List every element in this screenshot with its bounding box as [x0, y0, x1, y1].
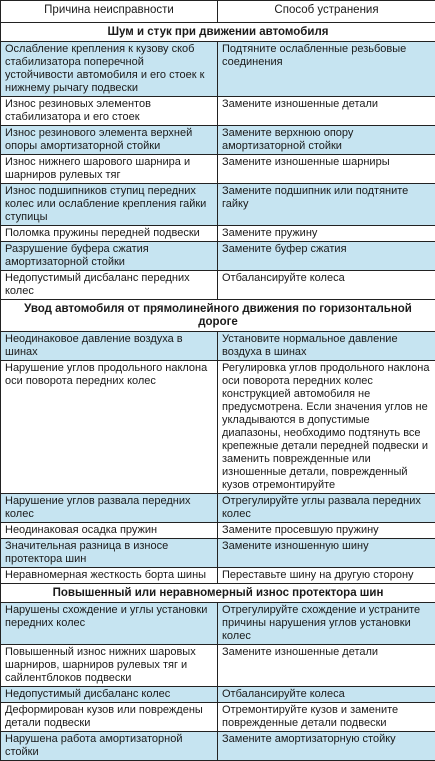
cause-cell: Неодинаковая осадка пружин: [1, 523, 218, 539]
remedy-cell: Замените подшипник или подтяните гайку: [218, 184, 435, 226]
cause-cell: Недопустимый дисбаланс передних колес: [1, 271, 218, 300]
cause-cell: Значительная разница в износе протектора шин: [1, 539, 218, 568]
table-row: [1, 703, 435, 732]
table-row: [1, 732, 435, 761]
table-row: [1, 271, 435, 300]
remedy-cell: Замените верхнюю опору амортизаторной стойки: [218, 126, 435, 155]
remedy-cell: Регулировка углов продольного наклона оси поворота передних колес конструкцией автомобиля не предусмотрена. Если значения углов не укладываются в допустимые диапазоны, необходимо подтянуть все крепежные детали передней подвески и заменить поврежденные или изношенные детали, поврежденный кузов отремонтируйте: [218, 361, 435, 494]
table-row: [1, 242, 435, 271]
cause-cell: Нарушена работа амортизаторной стойки: [1, 732, 218, 761]
remedy-cell: Отремонтируйте кузов и замените поврежденные детали подвески: [218, 703, 435, 732]
table-row: [1, 645, 435, 687]
table-row: [1, 494, 435, 523]
cause-cell: Износ подшипников ступиц передних колес или ослабление крепления гайки ступицы: [1, 184, 218, 226]
remedy-cell: Подтяните ослабленные резьбовые соединения: [218, 42, 435, 97]
cause-cell: Неодинаковое давление воздуха в шинах: [1, 332, 218, 361]
cause-cell: Износ резинового элемента верхней опоры амортизаторной стойки: [1, 126, 218, 155]
section-title: Увод автомобиля от прямолинейного движения по горизонтальной дороге: [1, 300, 435, 332]
cause-cell: Износ резиновых элементов стабилизатора и его стоек: [1, 97, 218, 126]
remedy-cell: Замените амортизаторную стойку: [218, 732, 435, 761]
header-remedy: Способ устранения: [218, 1, 435, 23]
table-row: [1, 568, 435, 584]
cause-cell: Разрушение буфера сжатия амортизаторной стойки: [1, 242, 218, 271]
table-row: [1, 523, 435, 539]
section-title: Повышенный или неравномерный износ протектора шин: [1, 584, 435, 603]
remedy-cell: Замените буфер сжатия: [218, 242, 435, 271]
cause-cell: Неравномерная жесткость борта шины: [1, 568, 218, 584]
cause-cell: Поломка пружины передней подвески: [1, 226, 218, 242]
section-header-row: [1, 300, 435, 332]
table-row: [1, 42, 435, 97]
table-row: [1, 155, 435, 184]
table-row: [1, 603, 435, 645]
remedy-cell: Отрегулируйте схождение и устраните причины нарушения углов установки колес: [218, 603, 435, 645]
table-row: [1, 687, 435, 703]
table-header-row: [1, 1, 435, 23]
table-body: [1, 23, 435, 761]
cause-cell: Повышенный износ нижних шаровых шарниров, шарниров рулевых тяг и сайлентблоков подвески: [1, 645, 218, 687]
table-row: [1, 184, 435, 226]
remedy-cell: Отбалансируйте колеса: [218, 687, 435, 703]
remedy-cell: Замените изношенные шарниры: [218, 155, 435, 184]
section-title: Шум и стук при движении автомобиля: [1, 23, 435, 42]
cause-cell: Ослабление крепления к кузову скоб стабилизатора поперечной устойчивости автомобиля и его стоек к нижнему рычагу подвески: [1, 42, 218, 97]
table-row: [1, 126, 435, 155]
remedy-cell: Замените пружину: [218, 226, 435, 242]
section-header-row: [1, 584, 435, 603]
remedy-cell: Отбалансируйте колеса: [218, 271, 435, 300]
header-cause: Причина неисправности: [1, 1, 218, 23]
cause-cell: Износ нижнего шарового шарнира и шарниров рулевых тяг: [1, 155, 218, 184]
remedy-cell: Отрегулируйте углы развала передних колес: [218, 494, 435, 523]
table-row: [1, 97, 435, 126]
remedy-cell: Замените изношенные детали: [218, 97, 435, 126]
cause-cell: Деформирован кузов или повреждены детали подвески: [1, 703, 218, 732]
remedy-cell: Замените изношенные детали: [218, 645, 435, 687]
table-row: [1, 332, 435, 361]
cause-cell: Нарушены схождение и углы установки передних колес: [1, 603, 218, 645]
table-row: [1, 361, 435, 494]
cause-cell: Нарушение углов продольного наклона оси поворота передних колес: [1, 361, 218, 494]
remedy-cell: Замените изношенную шину: [218, 539, 435, 568]
section-header-row: [1, 23, 435, 42]
table-row: [1, 226, 435, 242]
cause-cell: Нарушение углов развала передних колес: [1, 494, 218, 523]
remedy-cell: Установите нормальное давление воздуха в шинах: [218, 332, 435, 361]
table-row: [1, 539, 435, 568]
remedy-cell: Переставьте шину на другую сторону: [218, 568, 435, 584]
cause-cell: Недопустимый дисбаланс колес: [1, 687, 218, 703]
remedy-cell: Замените просевшую пружину: [218, 523, 435, 539]
